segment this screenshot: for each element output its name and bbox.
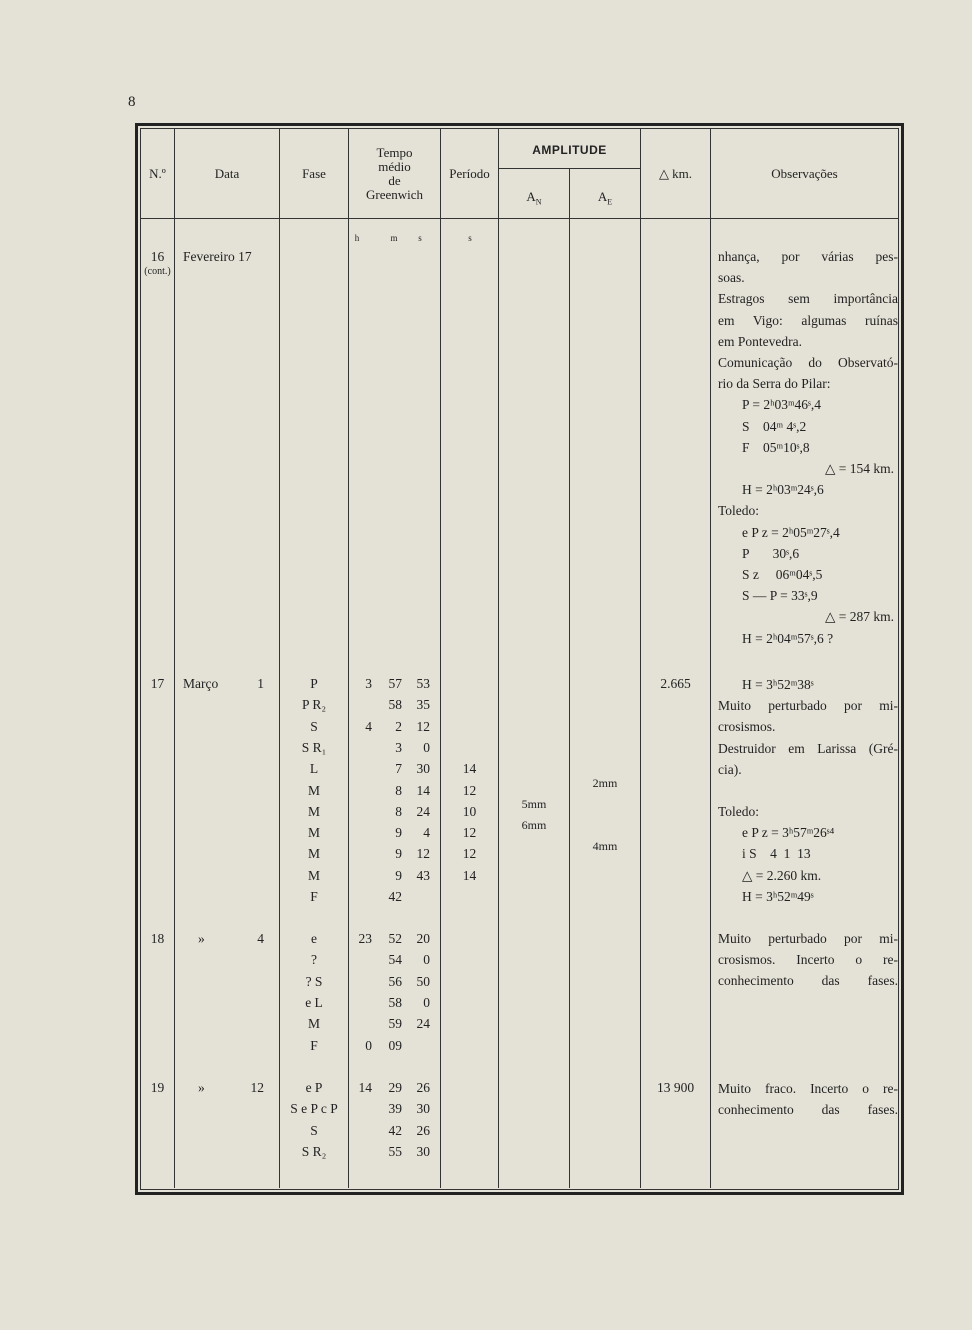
cell-second: 0 [423,994,430,1010]
cell-second: 14 [416,782,430,798]
record-16-observacoes: nhança, por várias pes- soas. Estragos sem importância em Vigo: algumas ruínas em Pontevedra. Comunicação do Observató- rio da Serra do Pilar: P = 2ʰ03ᵐ46ˢ,4 S 04ᵐ 4ˢ,2 F 05ᵐ10ˢ,8 △ = 154 km. H = 2ʰ03ᵐ24ˢ,6 Toledo: e P z = 2ʰ05ᵐ27ˢ,4 P 30ˢ,6 S z 06ᵐ04ˢ,5 S — P = 33ˢ,9 △ = 287 km. H = 2ʰ04ᵐ57ˢ,6 ? [718,249,898,646]
cell-phase: ? S [305,973,323,989]
cell-second: 50 [416,973,430,989]
cell-minute: 3 [395,739,402,755]
cell-minute: 9 [395,867,402,883]
col-line [348,129,349,1188]
cell-minute: 8 [395,803,402,819]
cell-minute: 42 [388,889,402,904]
cell-phase: F [310,1037,318,1053]
cell-period: 14 [462,761,477,777]
cell-period: 14 [462,867,477,883]
header-rule [141,218,898,219]
cell-second: 24 [416,1016,430,1032]
header-an: $A_N$ [526,189,542,207]
cell-phase: M [307,867,320,883]
cell-period: 12 [462,782,477,798]
cell-phase: M [307,1016,320,1032]
page-number: 8 [128,94,136,110]
col-line [440,129,441,1188]
header-n: N.º [149,166,166,181]
cell-hour: 23 [358,931,372,946]
cell-second: 30 [416,761,430,777]
cell-phase: ? [311,952,317,968]
cell-second: 35 [416,697,430,713]
cell-minute: 57 [388,676,402,691]
cell-second: 20 [416,931,430,946]
unit-h: h [354,233,360,243]
cell-second: 43 [416,867,430,883]
cell-amplitude-e: 4mm [592,839,618,854]
record-17-observacoes: H = 3ʰ52ᵐ38ˢ Muito perturbado por mi- crosismos. Destruidor em Larissa (Gré- cia). Toledo: e P z = 3ʰ57ᵐ26ˢ⁴ i S 4 1 13 △ = 2.260 km. H = 3ʰ52ᵐ49ˢ [718,677,898,904]
record-18-number: 18 [150,931,165,946]
cell-minute: 29 [388,1080,402,1095]
col-line [710,129,711,1188]
cell-second: 24 [416,803,430,819]
cell-amplitude-n: 5mm [521,796,547,811]
record-18-day: 4 [257,931,264,946]
record-18-observacoes: Muito perturbado por mi- crosismos. Incerto o re- conhecimento das fases. [718,931,898,989]
cell-minute: 54 [388,952,402,968]
record-19-km: 13 900 [656,1080,695,1095]
record-18-month: » [198,931,205,946]
cell-phase: M [307,846,320,862]
cell-minute: 2 [395,718,402,734]
col-line [640,129,641,1188]
cell-minute: 42 [388,1122,402,1138]
record-16-cont: (cont.) [144,266,171,277]
record-16-date: Fevereiro 17 [183,249,252,264]
record-19-day: 12 [250,1080,264,1095]
cell-minute: 58 [388,994,402,1010]
cell-second: 53 [416,676,430,691]
cell-minute: 7 [395,761,402,777]
record-17-number: 17 [150,676,165,691]
cell-second: 30 [416,1143,430,1159]
unit-m: m [390,233,398,243]
cell-second: 30 [416,1101,430,1117]
cell-phase: M [307,782,320,798]
cell-second: 0 [423,739,430,755]
record-19-number: 19 [150,1080,165,1095]
cell-phase: P R₂ [301,697,327,713]
cell-minute: 9 [395,846,402,862]
cell-minute: 52 [388,931,402,946]
header-periodo: Período [449,166,490,181]
cell-minute: 56 [388,973,402,989]
cell-hour: 14 [358,1080,372,1095]
cell-second: 26 [416,1080,430,1095]
cell-period: 12 [462,825,477,841]
cell-second: 12 [416,846,430,862]
cell-minute: 39 [388,1101,402,1117]
unit-periodo: s [468,233,472,243]
record-17-day: 1 [257,676,264,691]
cell-phase: S R₁ [301,739,327,755]
cell-amplitude-e: 2mm [592,775,618,790]
cell-minute: 8 [395,782,402,798]
record-19-observacoes: Muito fraco. Incerto o re- conhecimento das fases. [718,1081,898,1118]
cell-amplitude-n: 6mm [521,818,547,833]
record-16-number: 16 [150,249,165,264]
record-19-month: » [198,1080,205,1095]
cell-minute: 58 [388,697,402,713]
cell-phase: e L [305,994,323,1010]
cell-phase: S [310,718,318,734]
cell-phase: S R₂ [301,1143,327,1159]
header-observacoes: Observações [771,166,838,181]
header-fase: Fase [302,166,326,181]
header-ae: $A_E$ [597,189,613,207]
header-amplitude: AMPLITUDE [532,143,607,157]
cell-phase: F [310,889,318,904]
cell-minute: 09 [388,1037,402,1053]
cell-phase: S e P c P [290,1101,338,1117]
cell-minute: 55 [388,1143,402,1159]
cell-second: 0 [423,952,430,968]
cell-hour: 3 [365,676,372,691]
cell-hour: 4 [365,718,372,734]
cell-second: 12 [416,718,430,734]
cell-phase: S [310,1122,318,1138]
amplitude-rule [498,168,640,169]
cell-period: 10 [462,803,477,819]
cell-phase: e P [305,1080,323,1095]
col-line [569,168,570,1188]
cell-second: 4 [423,825,430,841]
cell-second: 26 [416,1122,430,1138]
header-km: △ km. [658,166,693,181]
cell-minute: 59 [388,1016,402,1032]
col-line [498,129,499,1188]
cell-minute: 9 [395,825,402,841]
cell-phase: e [311,931,317,946]
header-data: Data [214,166,240,181]
cell-phase: M [307,825,320,841]
cell-hour: 0 [365,1037,372,1053]
cell-period: 12 [462,846,477,862]
unit-s: s [418,233,422,243]
cell-phase: P [310,676,318,691]
header-tempo: Tempo médio de Greenwich [365,145,424,202]
col-line [174,129,175,1188]
record-17-month: Março [183,676,219,691]
cell-phase: M [307,803,320,819]
record-17-km: 2.665 [660,676,691,691]
cell-phase: L [309,761,319,777]
